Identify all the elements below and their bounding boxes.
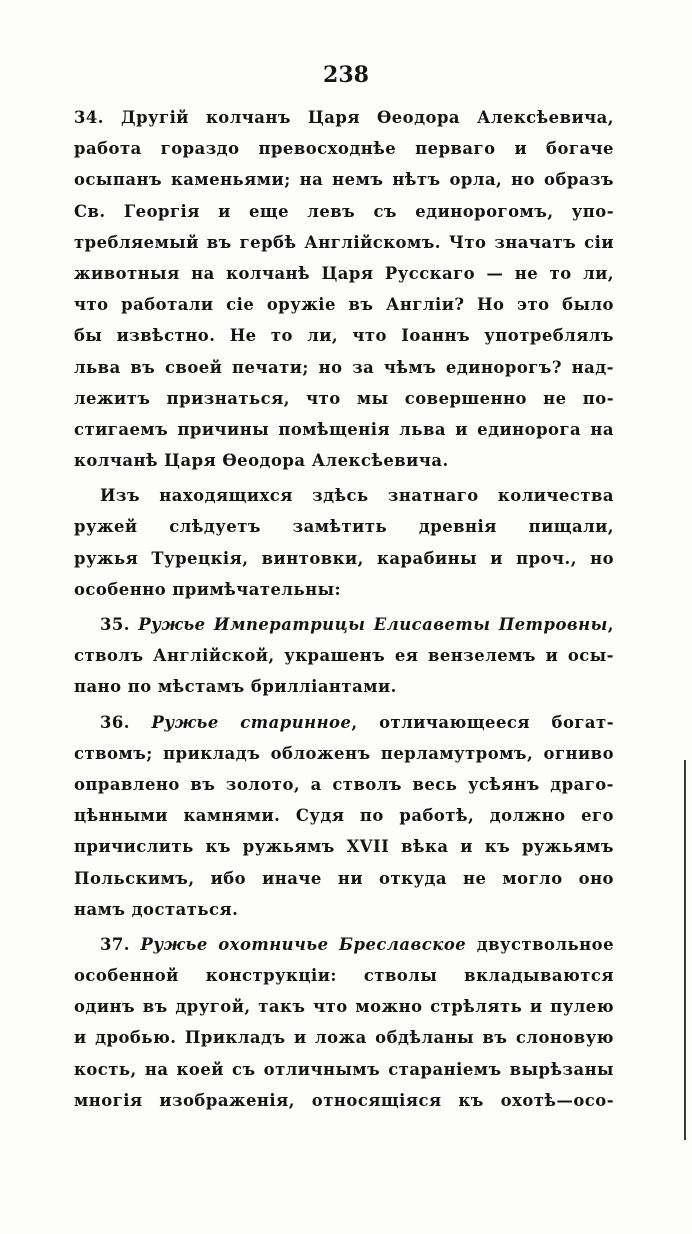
text-line [74, 414, 614, 445]
text-segment: стволъ Англійской, украшенъ ея вензелемъ и осы- [74, 646, 614, 666]
text-line [74, 102, 614, 133]
text-line [74, 863, 614, 894]
text-segment: бы извѣстно. Не то ли, что Іоаннъ употреблялъ [74, 326, 614, 346]
text-line [74, 289, 614, 320]
text-segment: намъ достаться. [74, 899, 239, 919]
text-segment: осыпанъ каменьями; на немъ нѣтъ орла, но образъ [74, 170, 614, 190]
text-line [74, 352, 614, 383]
text-line [74, 640, 614, 671]
page-text [74, 102, 614, 1116]
text-line [74, 769, 614, 800]
text-segment: двуствольное [466, 934, 614, 954]
text-line [74, 991, 614, 1022]
text-line [74, 227, 614, 258]
text-segment: требляемый въ гербѣ Англійскомъ. Что значатъ сіи [74, 232, 614, 252]
text-segment: ствомъ; прикладъ обложенъ перламутромъ, огниво [74, 743, 614, 763]
text-line [74, 1054, 614, 1085]
text-line [74, 831, 614, 862]
text-segment: , [607, 615, 614, 634]
text-line [74, 258, 614, 289]
text-segment: многія изображенія, относящіяся къ охотѣ—осо- [74, 1090, 614, 1110]
text-line [74, 1085, 614, 1116]
text-segment: Другій колчанъ Царя Ѳеодора Алексѣевича, [121, 108, 614, 127]
page-number: 238 [323, 62, 369, 88]
text-line [74, 574, 614, 605]
text-segment: 34. [74, 108, 121, 127]
text-segment: стигаемъ причины помѣщенія льва и единорога на [74, 419, 614, 439]
text-segment: ружей слѣдуетъ замѣтить древнія пищали, [74, 517, 614, 537]
text-line [74, 960, 614, 991]
text-segment: Изъ находящихся здѣсь знатнаго количества [100, 486, 614, 506]
text-line [74, 738, 614, 769]
text-line [74, 894, 614, 925]
text-segment: колчанѣ Царя Ѳеодора Алексѣевича. [74, 451, 449, 471]
text-segment: пано по мѣстамъ брилліантами. [74, 677, 397, 697]
text-segment: и дробью. Прикладъ и ложа обдѣланы въ слоновую [74, 1028, 614, 1048]
text-segment: особенной конструкціи: стволы вкладываются [74, 966, 614, 986]
text-line [74, 320, 614, 351]
text-segment: что работали сіе оружіе въ Англіи? Но это было [74, 295, 614, 315]
text-line [74, 1022, 614, 1053]
text-segment: Польскимъ, ибо иначе ни откуда не могло оно [74, 868, 614, 888]
text-segment: ружья Турецкія, винтовки, карабины и проч., но [74, 548, 614, 568]
text-segment: особенно примѣчательны: [74, 579, 342, 599]
text-line [74, 609, 614, 640]
text-segment: 37. [100, 934, 141, 954]
text-segment: лежитъ признаться, что мы совершенно не по- [74, 388, 614, 408]
text-segment: одинъ въ другой, такъ что можно стрѣлять и пулею [74, 997, 614, 1017]
text-segment: кость, на коей съ отличнымъ стараніемъ вырѣзаны [74, 1059, 614, 1079]
text-line [74, 671, 614, 702]
text-line [74, 196, 614, 227]
text-segment: 35. [100, 615, 139, 634]
text-line [74, 511, 614, 542]
text-segment: Св. Георгія и еще левъ съ единорогомъ, упо- [74, 201, 614, 221]
text-segment: 36. [100, 712, 152, 732]
text-segment: льва въ своей печати; но за чѣмъ единорогъ? над- [74, 357, 614, 377]
text-line [74, 480, 614, 511]
text-segment: работа гораздо превосходнѣе перваго и богаче [74, 139, 614, 159]
text-segment: оправлено въ золото, а стволъ весь усѣянъ драго- [74, 774, 614, 794]
text-line [74, 133, 614, 164]
text-segment: причислить къ ружьямъ XVII вѣка и къ ружьямъ [74, 837, 614, 857]
italic-segment: Ружье охотничье Бреславское [140, 934, 467, 954]
text-line [74, 929, 614, 960]
page-edge-shadow [684, 760, 686, 1140]
text-line [74, 707, 614, 738]
text-line [74, 383, 614, 414]
italic-segment: Ружье Императрицы Елисаветы Петровны [138, 615, 608, 634]
text-line [74, 800, 614, 831]
text-line [74, 543, 614, 574]
text-line [74, 445, 614, 476]
text-segment: животныя на колчанѣ Царя Русскаго — не то ли, [74, 263, 614, 283]
text-segment: цѣнными камнями. Судя по работѣ, должно его [74, 806, 614, 826]
text-line [74, 164, 614, 195]
italic-segment: Ружье старинное [151, 712, 352, 732]
text-segment: , отличающееся богат- [351, 712, 614, 732]
